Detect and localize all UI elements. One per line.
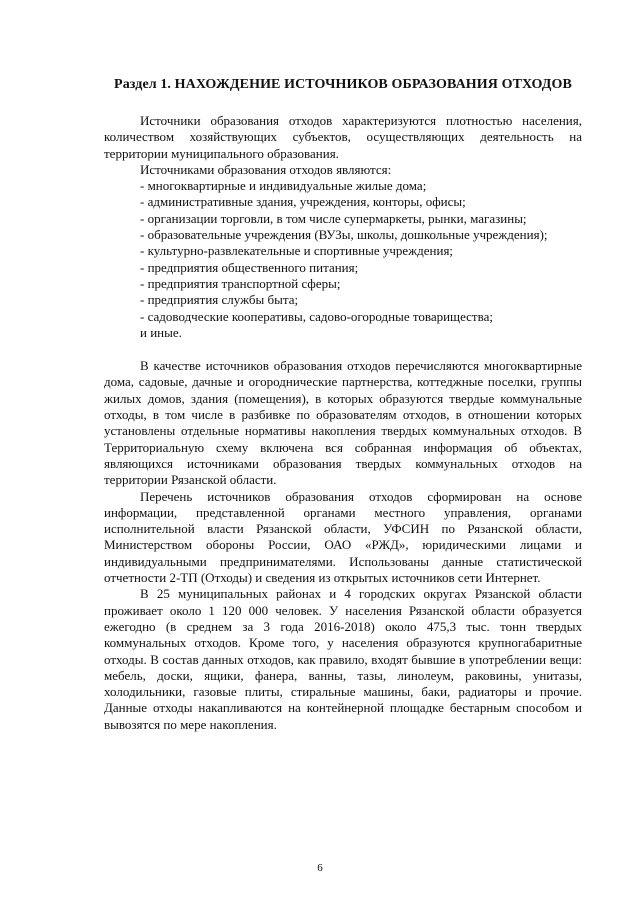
list-intro: Источниками образования отходов являются: bbox=[140, 161, 392, 177]
paragraph-gap bbox=[104, 341, 582, 358]
list-item: - садоводческие кооперативы, садово-огородные товарищества; bbox=[140, 308, 493, 324]
paragraph-sources-list-basis: Перечень источников образования отходов сформирован на основе информации, представленной органами местного управления, органами исполнительной власти Рязанской области, УФСИН по Рязанской области, Министерством обороны России, ОАО «РЖД», юридическими лицами и индивидуальными предпринимателями. Использованы данные статистической отчетности 2-ТП (Отходы) и сведения из открытых источников сети Интернет. bbox=[104, 488, 582, 586]
list-item: - культурно-развлекательные и спортивные учреждения; bbox=[140, 243, 454, 259]
page-number: 6 bbox=[317, 862, 323, 874]
list-item: и иные. bbox=[140, 324, 182, 340]
list-item: - образовательные учреждения (ВУЗы, школы, дошкольные учреждения); bbox=[140, 227, 548, 243]
sources-list bbox=[104, 178, 582, 341]
paragraph-sources-enumeration: В качестве источников образования отходов перечисляются многоквартирные дома, садовые, дачные и огороднические партнерства, коттеджные поселки, группы жилых домов, здания (помещения), в которых образуются твердые коммунальные отходы, в том числе в разбивке по образователям отходов, в отношении которых установлены отдельные нормативы накопления твердых коммунальных отходов. В Территориальную схему включена вся собранная информация об объектах, являющихся источниками образования твердых коммунальных отходов на территории Рязанской области. bbox=[104, 358, 582, 488]
list-item: - предприятия службы быта; bbox=[140, 292, 299, 308]
paragraph-sources-characteristics: Источники образования отходов характеризуются плотностью населения, количеством хозяйствующих субъектов, осуществляющих деятельность на территории муниципального образования. bbox=[104, 113, 582, 161]
section-title: Раздел 1. НАХОЖДЕНИЕ ИСТОЧНИКОВ ОБРАЗОВАНИЯ ОТХОДОВ bbox=[114, 77, 572, 92]
document-body bbox=[104, 113, 582, 733]
list-item: - предприятия общественного питания; bbox=[140, 259, 359, 275]
list-item: - административные здания, учреждения, конторы, офисы; bbox=[140, 194, 466, 210]
list-item: - многоквартирные и индивидуальные жилые дома; bbox=[140, 178, 427, 194]
list-item: - предприятия транспортной сферы; bbox=[140, 275, 341, 291]
paragraph-population-waste: В 25 муниципальных районах и 4 городских округах Рязанской области проживает около 1 120 000 человек. У населения Рязанской области образуется ежегодно (в среднем за 3 года 2016-2018) около 475,3 тыс. тонн твердых коммунальных отходов. Кроме того, у населения образуются крупногабаритные отходы. В состав данных отходов, как правило, входят бывшие в употреблении вещи: мебель, доски, ящики, фанера, ванны, тазы, линолеум, раковины, унитазы, холодильники, газовые плиты, стиральные машины, баки, радиаторы и прочие. Данные отходы накапливаются на контейнерной площадке бестарным способом и вывозятся по мере накопления. bbox=[104, 586, 582, 732]
list-item: - организации торговли, в том числе супермаркеты, рынки, магазины; bbox=[140, 210, 527, 226]
